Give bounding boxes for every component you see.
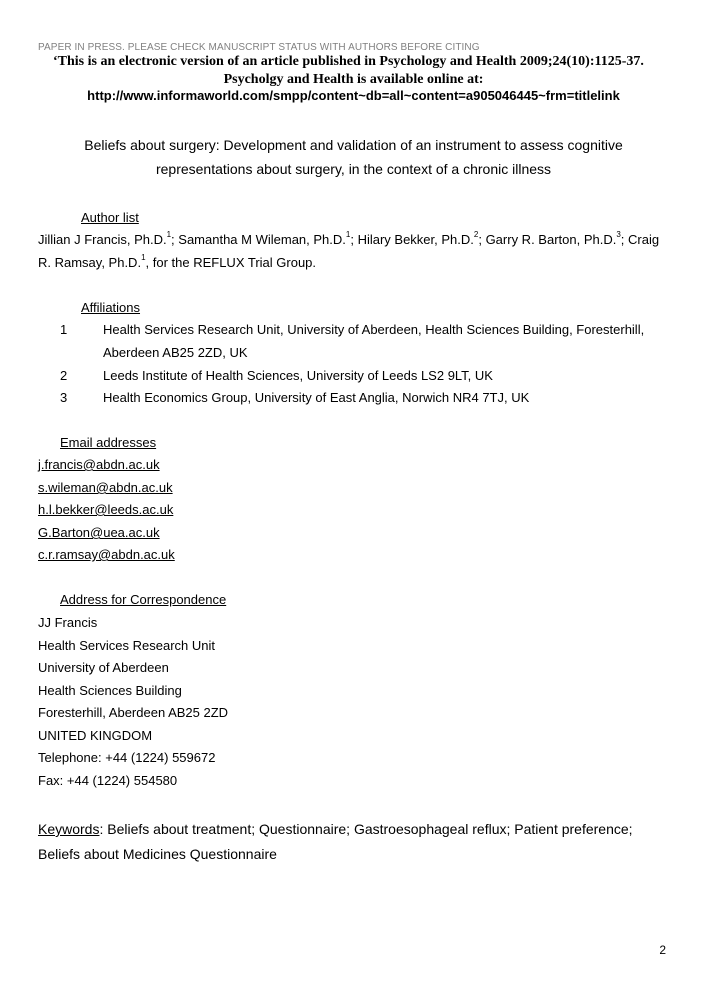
author-name: ; Samantha M Wileman, Ph.D. [171, 232, 346, 247]
affiliation-text: Health Services Research Unit, University of Aberdeen, Health Sciences Building, Foresterhill, [103, 322, 645, 337]
keywords-text: Beliefs about treatment; Questionnaire; Gastroesophageal reflux; Patient preference; [107, 821, 633, 837]
affiliation-text: Aberdeen AB25 2ZD, UK [103, 345, 248, 360]
publication-notice-line1: ‘This is an electronic version of an article published in Psychology and Health 2009;24(10):1125-37. [53, 54, 644, 69]
author-list-line1 [38, 232, 659, 247]
correspondence-heading: Address for Correspondence [60, 592, 227, 607]
correspondence-line: UNITED KINGDOM [38, 728, 153, 743]
author-group: , for the REFLUX Trial Group. [145, 255, 317, 270]
affiliation-text: Health Economics Group, University of East Anglia, Norwich NR4 7TJ, UK [103, 390, 530, 405]
correspondence-line: University of Aberdeen [38, 660, 169, 675]
author-list-heading: Author list [81, 210, 139, 225]
author-list-line2 [38, 255, 316, 270]
email-link[interactable]: s.wileman@abdn.ac.uk [38, 480, 173, 495]
press-watermark: PAPER IN PRESS. PLEASE CHECK MANUSCRIPT STATUS WITH AUTHORS BEFORE CITING [38, 42, 480, 53]
affiliation-text: Leeds Institute of Health Sciences, University of Leeds LS2 9LT, UK [103, 368, 493, 383]
email-link[interactable]: h.l.bekker@leeds.ac.uk [38, 502, 174, 517]
affiliation-number: 2 [60, 368, 68, 383]
keywords-label: Keywords [38, 821, 100, 837]
email-link[interactable]: c.r.ramsay@abdn.ac.uk [38, 547, 175, 562]
author-name: Jillian J Francis, Ph.D. [38, 232, 167, 247]
correspondence-line: Telephone: +44 (1224) 559672 [38, 750, 216, 765]
affiliation-number: 1 [60, 322, 68, 337]
correspondence-line: Foresterhill, Aberdeen AB25 2ZD [38, 705, 229, 720]
email-link[interactable]: G.Barton@uea.ac.uk [38, 525, 160, 540]
author-name: ; Hilary Bekker, Ph.D. [350, 232, 474, 247]
keywords-colon: : [99, 821, 108, 837]
author-name: ; Craig [620, 232, 660, 247]
author-affiliation-mark: 2 [473, 230, 479, 239]
author-affiliation-mark: 1 [166, 230, 172, 239]
author-name: ; Garry R. Barton, Ph.D. [478, 232, 617, 247]
keywords-line2: Beliefs about Medicines Questionnaire [38, 846, 277, 862]
publication-notice-line2: Psycholgy and Health is available online at: [223, 72, 484, 87]
keywords-line1 [38, 821, 633, 837]
email-link[interactable]: j.francis@abdn.ac.uk [38, 457, 160, 472]
correspondence-line: Fax: +44 (1224) 554580 [38, 773, 178, 788]
affiliation-number: 3 [60, 390, 68, 405]
correspondence-line: Health Sciences Building [38, 683, 182, 698]
affiliations-heading: Affiliations [81, 300, 141, 315]
publication-url[interactable]: http://www.informaworld.com/smpp/content~db=all~content=a905046445~frm=titlelink [87, 88, 620, 103]
paper-title-line1: Beliefs about surgery: Development and validation of an instrument to assess cognitive [84, 137, 623, 153]
correspondence-line: Health Services Research Unit [38, 638, 216, 653]
author-affiliation-mark: 1 [141, 253, 146, 262]
correspondence-line: JJ Francis [38, 615, 98, 630]
paper-title-line2: representations about surgery, in the context of a chronic illness [155, 161, 552, 177]
email-heading: Email addresses [60, 435, 157, 450]
author-name: R. Ramsay, Ph.D. [38, 255, 142, 270]
page-number: 2 [659, 943, 666, 957]
author-affiliation-mark: 3 [616, 230, 621, 239]
author-affiliation-mark: 1 [345, 230, 351, 239]
